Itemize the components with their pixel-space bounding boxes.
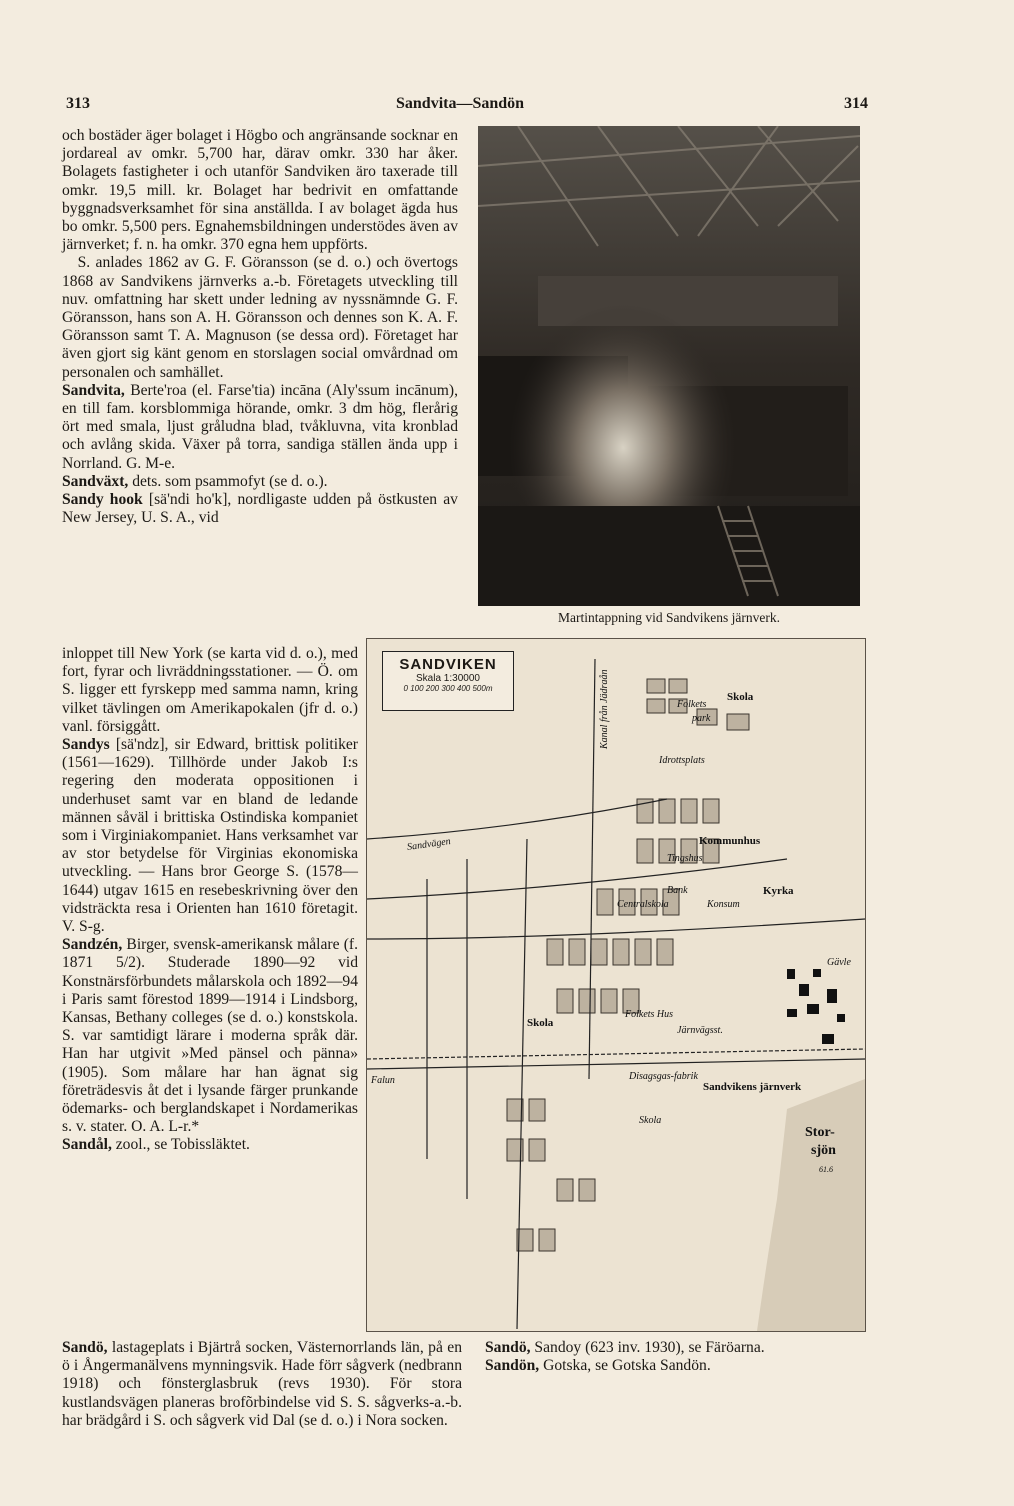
entry-sandvaxt: Sandväxt, dets. som psammofyt (se d. o.). bbox=[62, 472, 328, 490]
map-label: 61.6 bbox=[819, 1165, 833, 1174]
column-left-narrow bbox=[62, 645, 358, 1155]
map-label: Folkets Hus bbox=[625, 1009, 674, 1020]
map-label: Gävle bbox=[827, 957, 851, 968]
factory-photo-graphic bbox=[478, 126, 860, 606]
map-label: Järnvägsst. bbox=[677, 1025, 723, 1036]
column-left-bottom bbox=[62, 1339, 462, 1430]
map-label: Kommunhus bbox=[699, 835, 761, 847]
map-label: Skola bbox=[727, 691, 754, 703]
photo-caption: Martintappning vid Sandvikens järnverk. bbox=[558, 610, 780, 625]
page-number-left: 313 bbox=[66, 95, 90, 112]
entry-sando: Sandö, lastageplats i Bjärtrå socken, Västernorrlands län, på en ö i Ångermanälvens mynningsvik. Hade förr sågverk (nedbrann 1918) och fönsterglasbruk (revs 1930). För stora kustlandsvägen planeras brofõrbindelse vid S. S. sågverks-a.-b. har brädgård i S. och sågverk vid Dal (se d. o.) i Nora socken. bbox=[62, 1339, 462, 1429]
map-label: Sandvägen bbox=[406, 835, 452, 854]
entry-sando-faroarna: Sandö, Sandoy (623 inv. 1930), se Färöarna. bbox=[485, 1339, 765, 1356]
column-left-upper bbox=[62, 127, 458, 527]
entry-sandvita: Sandvita, Berte'roa (el. Farse'tia) incāna (Aly'ssum incānum), en till fam. korsblommiga hörande, omkr. 3 dm hög, flerårig ört med smala, ljust gråludna blad, tvåkluvna, vita kronblad och avlång skida. Växer på torra, sandiga ställen ända upp i Norrland. G. M-e. bbox=[62, 381, 458, 472]
map-label: Centralskola bbox=[617, 899, 669, 910]
map-title-box bbox=[382, 651, 514, 711]
map-label: Falun bbox=[371, 1075, 395, 1086]
map-label: Sandvikens järnverk bbox=[703, 1081, 802, 1093]
entry-sandal: Sandål, zool., se Tobissläktet. bbox=[62, 1136, 250, 1154]
entry-sandys: Sandys [sä'ndz], sir Edward, brittisk politiker (1561—1629). Tillhörde under Jakob I:s regering den moderata oppositionen i underhuset samt var en bland de ledande männen såväl i brittiska Ostindiska kompaniet som i Virginiakompaniet. Hans verksamhet var av stor betydelse för Virginias ekonomiska utveckling. — Hans bror George S. (1578—1644) utgav 1615 en resebeskrivning över den vidsträckta resa i Orienten han 1610 företagit. V. S-g. bbox=[62, 736, 358, 936]
map-label: Idrottsplats bbox=[659, 755, 705, 766]
map-label-kanal: Kanal från Jädraån bbox=[599, 669, 610, 749]
map-label: Bank bbox=[667, 885, 688, 896]
entry-sandyhook: Sandy hook [sä'ndi ho'k], nordligaste udden på östkusten av New Jersey, U. S. A., vid bbox=[62, 491, 458, 527]
map-label: park bbox=[692, 713, 711, 724]
entry-sandon: Sandön, Gotska, se Gotska Sandön. bbox=[485, 1357, 711, 1375]
entry-sandzen: Sandzén, Birger, svensk-amerikansk målare (f. 1871 5/2). Studerade 1890—92 vid Konstnärsförbundets målarskola och 1892—94 i Paris samt förestod 1899—1914 i Lindsborg, Kansas, Bethany colleges (se d. o.) konstskola. S. var samtidigt lärare i moderna språk där. Han har utgivit »Med pänsel och pänna» (1905). Som målare har han ägnat sig företrädesvis åt det i lysande färger prunkande ödemarks- och berglandskapet i Nordamerikas s. v. stater. O. A. L-r.* bbox=[62, 936, 358, 1136]
map-label: Skola bbox=[527, 1017, 554, 1029]
page-header-title: Sandvita—Sandön bbox=[396, 95, 525, 112]
paragraph: inloppet till New York (se karta vid d. o.), med fort, fyrar och livräddningsstationer. — Ö. om S. ligger ett fyrskepp med samma namn, kring vilket tävlingen om Amerikapokalen (jfr d. o.) vanl. försiggått. bbox=[62, 645, 358, 735]
map-label: Folkets bbox=[677, 699, 707, 710]
map-label: Kyrka bbox=[763, 885, 794, 897]
page-number-right: 314 bbox=[844, 95, 868, 112]
map-title: SANDVIKEN bbox=[399, 656, 497, 673]
map-label: Skola bbox=[639, 1115, 662, 1126]
map-scale-bar: 0 100 200 300 400 500m bbox=[403, 684, 493, 693]
paragraph: och bostäder äger bolaget i Högbo och angränsande socknar en jordareal av omkr. 5,700 har, därav omkr. 330 har åker. Bolagets fastigheter i och utanför Sandviken äro taxerade till omkr. 19,5 mill. kr. Bolaget har bedrivit en omfattande byggnadsverksamhet för sina anställda. I av bolaget ägda hus bo omkr. 5,500 pers. Egnahemsbildningen understödes även av järnverket; f. n. ha omkr. 370 egna hem uppförts. bbox=[62, 127, 458, 254]
map-label: Konsum bbox=[707, 899, 740, 910]
paragraph: S. anlades 1862 av G. F. Göransson (se d. o.) och övertogs 1868 av Sandvikens järnverks a.-b. Företagets utveckling till nuv. omfattning har skett under ledning av nyssnämnde G. F. Göransson, hans son A. H. Göransson och dennes son K. A. F. Göransson samt T. A. Magnuson (se dessa ord). Företaget har även gjort sig känt genom en storslagen social omvårdnad om personalen och samhället. bbox=[62, 254, 458, 381]
map-graphic bbox=[367, 639, 865, 1331]
map-scale: Skala 1:30000 bbox=[416, 673, 480, 684]
sandviken-map bbox=[366, 638, 866, 1332]
map-label: Stor- bbox=[805, 1125, 835, 1140]
map-label: Disagsgas-fabrik bbox=[629, 1071, 698, 1082]
photo-martintappning bbox=[478, 126, 860, 606]
map-label: Tingshus bbox=[667, 853, 703, 864]
map-label: sjön bbox=[811, 1143, 836, 1158]
column-right-bottom bbox=[485, 1339, 885, 1375]
